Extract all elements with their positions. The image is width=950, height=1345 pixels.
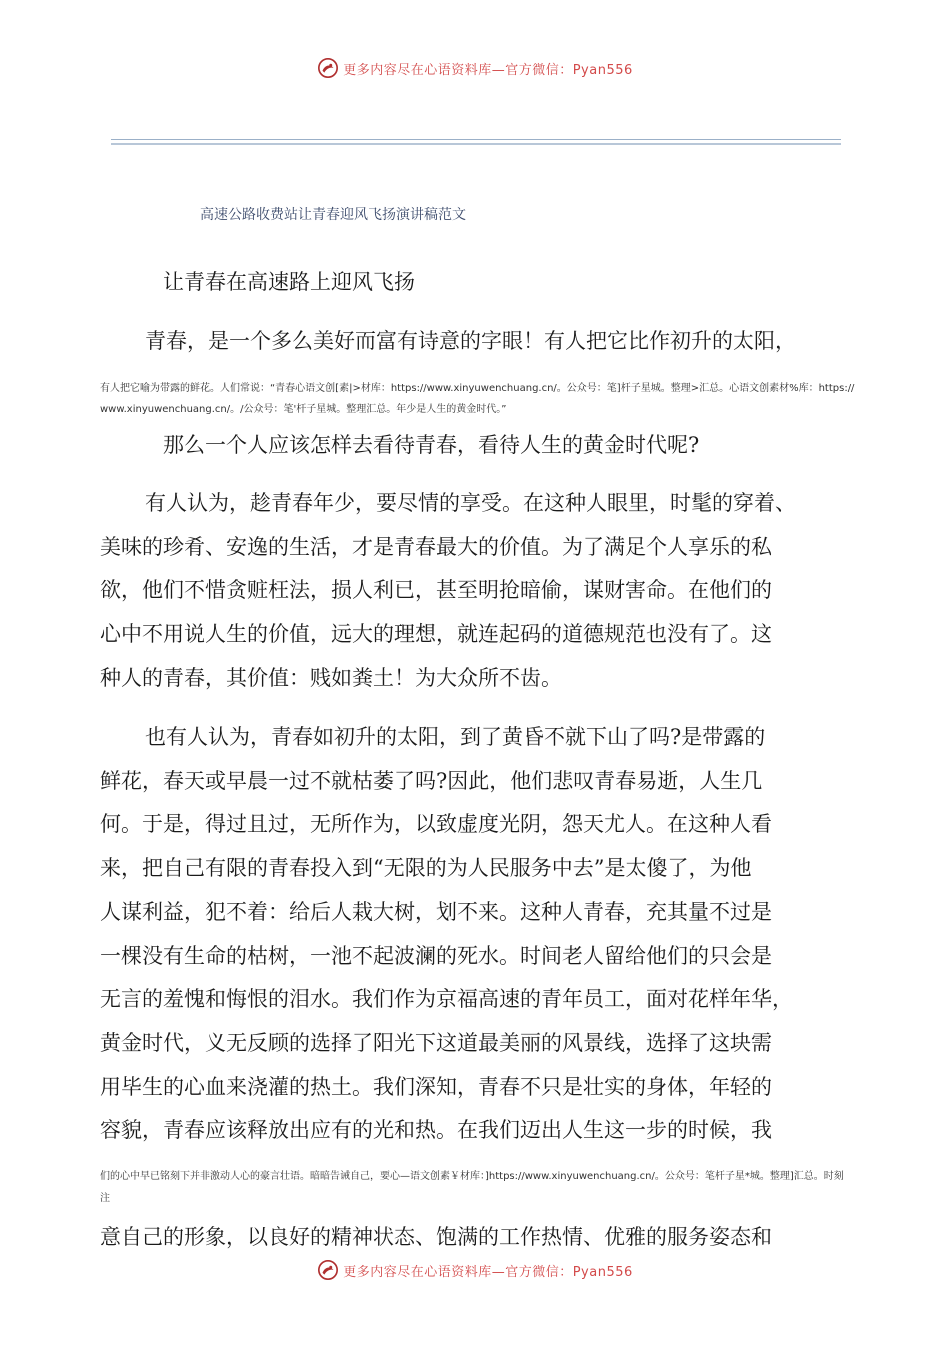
paragraph-3-line: 来，把自己有限的青春投入到“无限的为人民服务中去”是太傻了，为他 [100, 856, 752, 881]
paragraph-2-line: 美味的珍肴、安逸的生活，才是青春最大的价值。为了满足个人享乐的私 [100, 534, 772, 559]
paragraph-3 [100, 716, 835, 1153]
small-note-1-line-2: www.xinyuwenchuang.cn/。/公众号：笔'杆子星城。整理汇总。年少是人生的黄金时代。” [100, 404, 507, 415]
paragraph-3-line: 何。于是，得过且过，无所作为，以致虚度光阴，怨天尤人。在这种人看 [100, 812, 772, 837]
footer-banner [0, 1254, 950, 1286]
document-title: 高速公路收费站让青春迎风飞扬演讲稿范文 [200, 207, 466, 223]
paragraph-3-line: 也有人认为，青春如初升的太阳，到了黄昏不就下山了吗?是带露的 [145, 725, 766, 749]
last-line: 意自己的形象，以良好的精神状态、饱满的工作热情、优雅的服务姿态和 [100, 1225, 772, 1249]
brand-logo-icon [317, 57, 339, 79]
header-banner [0, 52, 950, 84]
header-promo-text[interactable]: 更多内容尽在心语资料库—官方微信：Pyan556 [343, 62, 633, 78]
paragraph-2-line: 心中不用说人生的价值，远大的理想，就连起码的道德规范也没有了。这 [100, 622, 772, 647]
small-note-2-line-1: 们的心中早已铭刻下并非激动人心的豪言壮语。暗暗告诫自己，要心—语文创素￥材库：]https://www.xinyuwenchuang.cn/。公众号：笔杆子星*城。整理]汇总。时刻 [100, 1171, 844, 1182]
question-line: 那么一个人应该怎样去看待青春，看待人生的黄金时代呢? [163, 433, 700, 457]
paragraph-2-line: 欲，他们不惜贪赃枉法，损人利已，甚至明抢暗偷，谋财害命。在他们的 [100, 578, 772, 603]
small-note-1-line-1: 有人把它喻为带露的鲜花。人们常说：“青春心语文创[素|>材库：https://www.xinyuwenchuang.cn/。公众号：笔]杆子星城。整理>汇总。心语文创素材%库：https:// [100, 383, 855, 394]
footer-promo-text[interactable]: 更多内容尽在心语资料库—官方微信：Pyan556 [343, 1264, 633, 1280]
paragraph-2-line: 种人的青春，其价值：贱如粪土！为大众所不齿。 [100, 665, 562, 690]
brand-logo-icon [317, 1259, 339, 1281]
paragraph-3-line: 一棵没有生命的枯树，一池不起波澜的死水。时间老人留给他们的只会是 [100, 943, 772, 968]
paragraph-3-line: 人谋利益，犯不着：给后人栽大树，划不来。这种人青春，充其量不过是 [100, 899, 772, 924]
small-note-2-line-2: 注 [100, 1193, 110, 1204]
paragraph-3-line: 无言的羞愧和悔恨的泪水。我们作为京福高速的青年员工，面对花样年华， [100, 987, 793, 1012]
header-divider [111, 139, 841, 145]
paragraph-3-line: 用毕生的心血来浇灌的热土。我们深知，青春不只是壮实的身体，年轻的 [100, 1074, 772, 1099]
speech-title: 让青春在高速路上迎风飞扬 [163, 270, 415, 294]
paragraph-3-line: 容貌，青春应该释放出应有的光和热。在我们迈出人生这一步的时候，我 [100, 1118, 772, 1143]
paragraph-2-line: 有人认为，趁青春年少，要尽情的享受。在这种人眼里，时髦的穿着、 [145, 491, 796, 515]
paragraph-3-line: 黄金时代，义无反顾的选择了阳光下这道最美丽的风景线，选择了这块需 [100, 1030, 772, 1055]
paragraph-3-line: 鲜花，春天或早晨一过不就枯萎了吗?因此，他们悲叹青春易逝，人生几 [100, 768, 763, 793]
opening-line: 青春，是一个多么美好而富有诗意的字眼！有人把它比作初升的太阳， [145, 329, 796, 353]
paragraph-2 [100, 482, 835, 701]
